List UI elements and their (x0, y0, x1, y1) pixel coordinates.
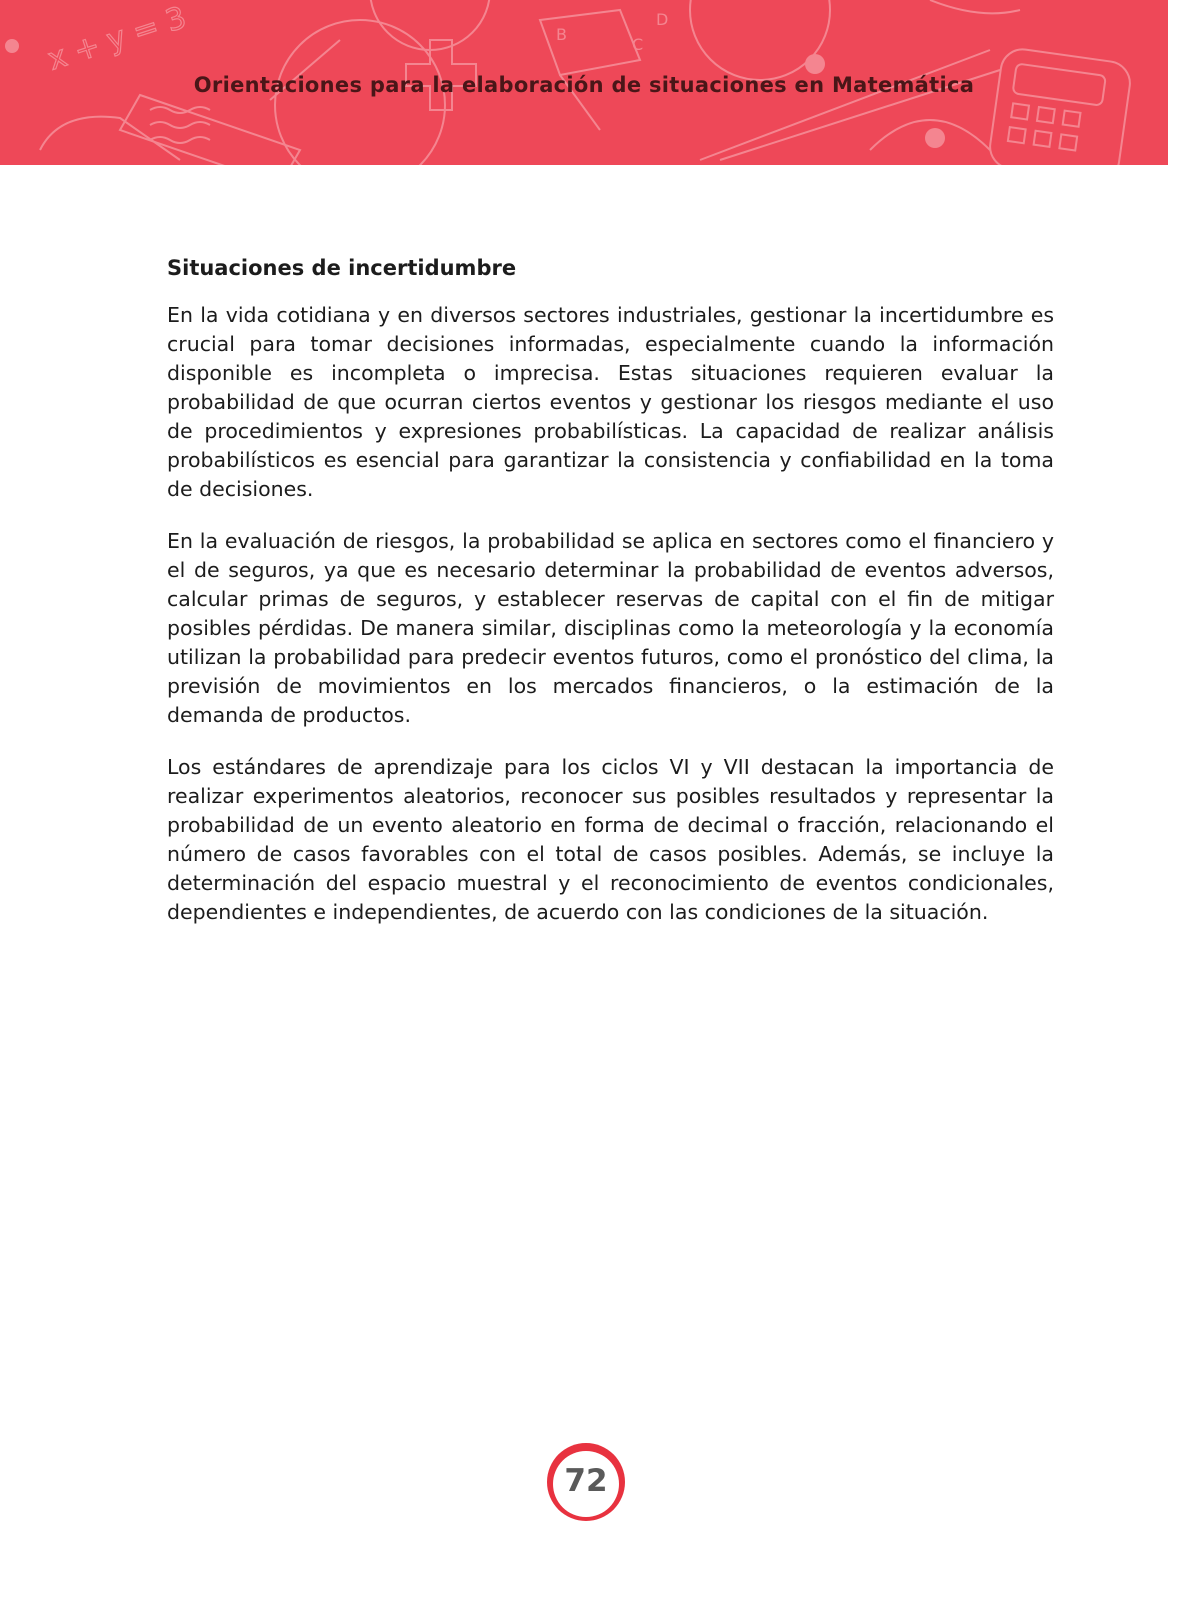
paragraph: En la vida cotidiana y en diversos sectores industriales, gestionar la incertidumbre es crucial para tomar decisiones informadas, especialmente cuando la información disponible es incompleta o imprecisa. Estas situaciones requieren evaluar la probabilidad de que ocurran ciertos eventos y gestionar los riesgos mediante el uso de procedimientos y expresiones probabilísticas. La capacidad de realizar análisis probabilísticos es esencial para garantizar la consistencia y confiabilidad en la toma de decisiones. (167, 303, 1054, 501)
svg-text:B: B (556, 25, 567, 44)
main-content (167, 253, 1054, 950)
page-header (0, 0, 1168, 165)
page-number-badge (545, 1441, 627, 1523)
paragraph: Los estándares de aprendizaje para los ciclos VI y VII destacan la importancia de realizar experimentos aleatorios, reconocer sus posibles resultados y representar la probabilidad de un evento aleatorio en forma de decimal o fracción, relacionando el número de casos favorables con el total de casos posibles. Además, se incluye la determinación del espacio muestral y el reconocimiento de eventos condicionales, dependientes e independientes, de acuerdo con las condiciones de la situación. (167, 755, 1054, 924)
equation-doodle: x + y = 3 (43, 0, 191, 78)
svg-text:C: C (632, 35, 644, 54)
paragraph: En la evaluación de riesgos, la probabilidad se aplica en sectores como el financiero y el de seguros, ya que es necesario determinar la probabilidad de eventos adversos, calcular primas de seguros, y establecer reservas de capital con el fin de mitigar posibles pérdidas. De manera similar, disciplinas como la meteorología y la economía utilizan la probabilidad para predecir eventos futuros, como el pronóstico del clima, la previsión de movimientos en los mercados financieros, o la estimación de la demanda de productos. (167, 529, 1054, 727)
section-title: Situaciones de incertidumbre (167, 256, 517, 280)
svg-text:D: D (656, 10, 669, 29)
running-header-title: Orientaciones para la elaboración de situaciones en Matemática (193, 73, 975, 97)
page-number: 72 (564, 1463, 608, 1499)
